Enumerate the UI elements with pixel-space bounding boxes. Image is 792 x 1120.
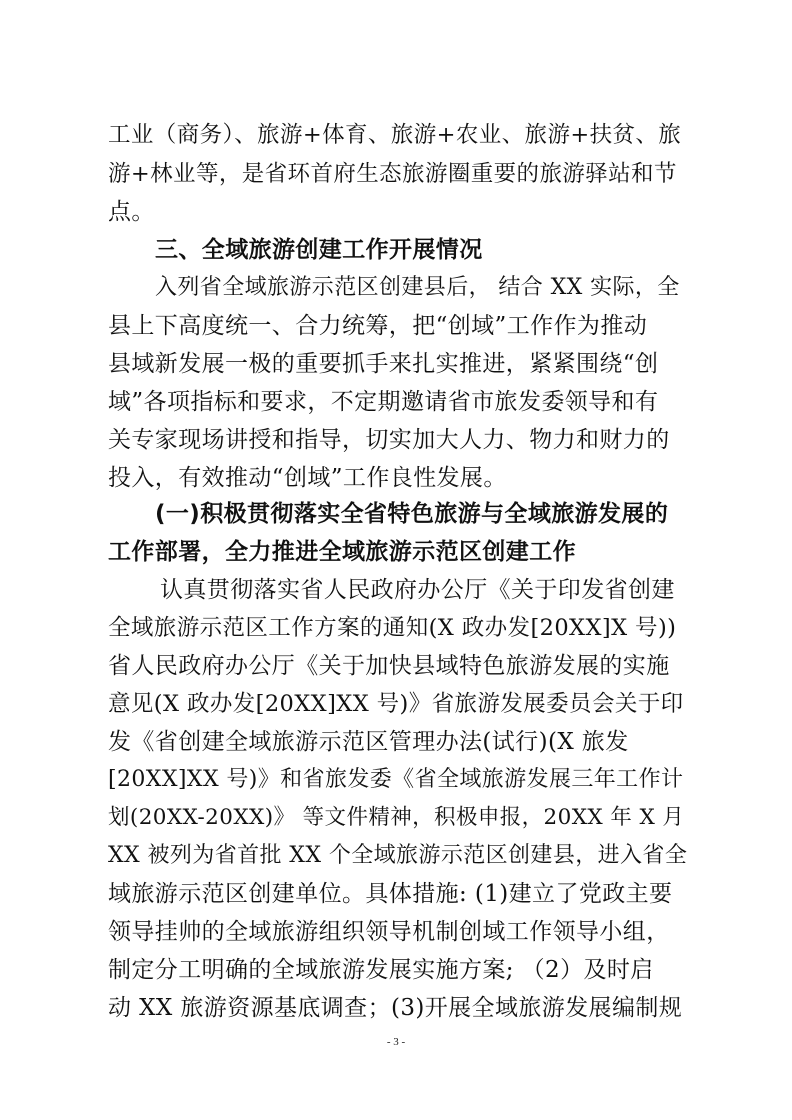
paragraph-line: 工业（商务）、旅游+体育、旅游+农业、旅游+扶贫、旅 [108,122,682,148]
paragraph-line: 关专家现场讲授和指导，切实加大人力、物力和财力的 [108,427,670,453]
paragraph-line: 点。 [108,199,155,225]
paragraph-line: 游+林业等，是省环首府生态旅游圈重要的旅游驿站和节 [108,161,677,187]
paragraph-line: 制定分工明确的全域旅游发展实施方案; （2）及时启 [108,957,654,983]
paragraph-line: 入列省全域旅游示范区创建县后， 结合 XX 实际，全 [155,275,680,300]
page-number: - 3 - [386,1036,406,1048]
paragraph-line: 域”各项指标和要求，不定期邀请省市旅发委领导和有 [108,389,659,415]
paragraph-line: 投入，有效推动“创域”工作良性发展。 [108,465,507,491]
paragraph-line: 意见(X 政办发[20XX]XX 号)》省旅游发展委员会关于印 [108,691,684,717]
paragraph-line: 县上下高度统一、合力统筹，把“创域”工作作为推动 [108,313,648,339]
paragraph-line: XX 被列为省首批 XX 个全域旅游示范区创建县，进入省全 [108,843,688,868]
subsection-heading: 工作部署，全力推进全域旅游示范区创建工作 [108,539,576,565]
paragraph-line: 动 XX 旅游资源基底调查；(3)开展全域旅游发展编制规 [108,995,683,1021]
subsection-heading: (一)积极贯彻落实全省特色旅游与全域旅游发展的 [155,501,669,527]
paragraph-line: 领导挂帅的全域旅游组织领导机制创域工作领导小组， [108,919,670,945]
paragraph-line: 发《省创建全域旅游示范区管理办法(试行)(X 旅发 [108,729,629,755]
paragraph-line: 全域旅游示范区工作方案的通知(X 政办发[20XX]X 号)) [108,615,677,641]
paragraph-line: [20XX]XX 号)》和省旅发委《省全域旅游发展三年工作计 [108,767,684,792]
paragraph-line: 省人民政府办公厅《关于加快县域特色旅游发展的实施 [108,653,670,679]
paragraph-line: 认真贯彻落实省人民政府办公厅《关于印发省创建 [160,577,675,603]
paragraph-line: 划(20XX-20XX)》 等文件精神，积极申报，20XX 年 X 月 [108,805,685,830]
section-heading: 三、全域旅游创建工作开展情况 [155,237,483,263]
paragraph-line: 县域新发展一极的重要抓手来扎实推进，紧紧围绕“创 [108,351,659,377]
paragraph-line: 域旅游示范区创建单位。具体措施: (1)建立了党政主要 [108,881,673,907]
